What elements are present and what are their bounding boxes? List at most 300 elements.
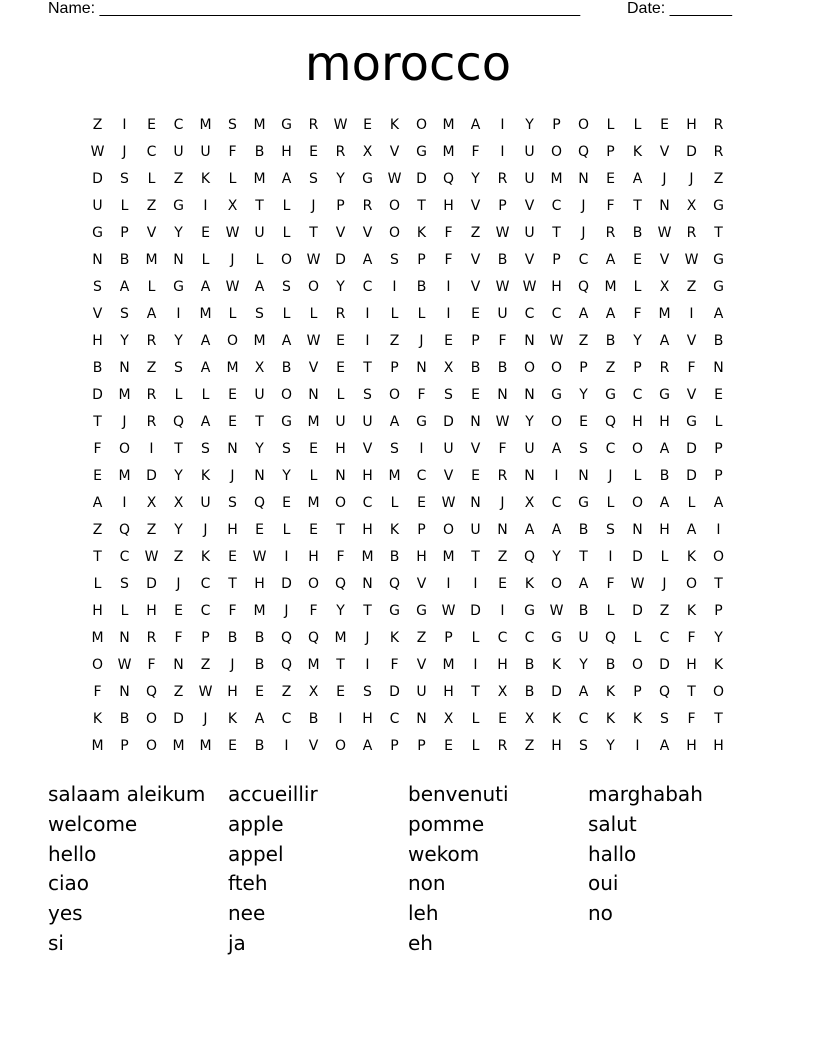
grid-cell: C (551, 198, 562, 214)
grid-cell: M (361, 549, 374, 565)
grid-cell: F (444, 252, 453, 268)
grid-cell: C (389, 711, 400, 727)
grid-cell: W (333, 117, 348, 133)
grid-cell: H (443, 198, 454, 214)
grid-cell: T (687, 684, 696, 700)
grid-cell: R (497, 468, 508, 484)
grid-cell: F (606, 198, 615, 214)
grid-cell: C (632, 387, 643, 403)
grid-cell: Z (659, 603, 670, 619)
grid-cell: L (417, 306, 426, 322)
grid-cell: S (390, 441, 399, 457)
grid-cell: W (522, 279, 537, 295)
grid-cell: L (228, 171, 237, 187)
grid-cell: H (551, 279, 562, 295)
grid-cell: A (200, 333, 211, 349)
grid-row (84, 112, 732, 139)
grid-cell: I (473, 576, 478, 592)
grid-cell: M (658, 306, 671, 322)
grid-cell: P (579, 360, 588, 376)
grid-cell: N (497, 387, 508, 403)
grid-cell: R (605, 225, 616, 241)
grid-cell: I (284, 738, 289, 754)
grid-cell: L (147, 171, 156, 187)
grid-cell: Z (605, 360, 616, 376)
grid-cell: Q (604, 630, 617, 646)
grid-cell: A (686, 522, 697, 538)
grid-cell: Q (604, 414, 617, 430)
grid-cell: L (390, 495, 399, 511)
grid-cell: Y (525, 414, 534, 430)
grid-cell: P (120, 738, 129, 754)
word-list-item: yes (48, 901, 83, 926)
grid-cell: I (554, 468, 559, 484)
grid-cell: K (524, 576, 535, 592)
grid-cell: F (93, 684, 102, 700)
word-list-item: apple (228, 811, 284, 836)
grid-cell: C (119, 549, 130, 565)
grid-cell: P (471, 333, 480, 349)
grid-cell: E (444, 738, 453, 754)
grid-cell: M (199, 738, 212, 754)
grid-cell: P (633, 360, 642, 376)
grid-cell: Z (173, 549, 184, 565)
grid-cell: K (416, 225, 427, 241)
grid-cell: B (524, 684, 535, 700)
grid-cell: L (120, 603, 129, 619)
grid-cell: I (122, 117, 127, 133)
grid-cell: N (254, 468, 265, 484)
grid-cell: L (606, 117, 615, 133)
grid-cell: B (308, 711, 319, 727)
grid-cell: J (662, 171, 667, 187)
word-list-item: wekom (408, 841, 480, 866)
grid-cell: E (336, 684, 345, 700)
grid-cell: X (146, 495, 157, 511)
grid-cell: U (200, 144, 211, 160)
grid-cell: R (308, 117, 319, 133)
grid-cell: F (336, 549, 345, 565)
grid-cell: V (362, 225, 373, 241)
grid-cell: A (578, 684, 589, 700)
grid-cell: B (578, 522, 589, 538)
grid-cell: R (497, 738, 508, 754)
grid-cell: U (578, 630, 589, 646)
grid-cell: I (716, 522, 721, 538)
grid-cell: G (578, 495, 589, 511)
grid-cell: H (335, 441, 346, 457)
grid-cell: M (442, 144, 455, 160)
grid-cell: J (203, 522, 208, 538)
grid-cell: H (227, 522, 238, 538)
grid-cell: N (713, 360, 724, 376)
grid-cell: A (146, 306, 157, 322)
grid-cell: L (309, 306, 318, 322)
grid-cell: H (92, 333, 103, 349)
grid-cell: B (254, 630, 265, 646)
grid-cell: F (174, 630, 183, 646)
grid-cell: Z (92, 522, 103, 538)
grid-cell: L (633, 117, 642, 133)
grid-cell: M (604, 279, 617, 295)
grid-cell: S (174, 360, 183, 376)
grid-cell: H (686, 117, 697, 133)
word-list-item: leh (408, 901, 439, 926)
grid-cell: F (687, 360, 696, 376)
grid-cell: E (255, 522, 264, 538)
grid-cell: A (200, 414, 211, 430)
grid-cell: F (471, 144, 480, 160)
grid-cell: G (713, 279, 724, 295)
grid-cell: D (389, 684, 400, 700)
grid-cell: Z (497, 549, 508, 565)
grid-cell: A (119, 279, 130, 295)
grid-cell: W (657, 225, 672, 241)
grid-cell: Z (416, 630, 427, 646)
grid-cell: W (495, 414, 510, 430)
grid-cell: J (230, 657, 235, 673)
grid-cell: S (228, 117, 237, 133)
grid-cell: T (471, 684, 480, 700)
grid-cell: M (118, 387, 131, 403)
grid-cell: O (307, 279, 320, 295)
grid-cell: M (307, 414, 320, 430)
grid-cell: I (689, 306, 694, 322)
grid-cell: V (335, 225, 346, 241)
grid-cell: N (632, 522, 643, 538)
grid-cell: B (524, 657, 535, 673)
grid-cell: B (119, 252, 130, 268)
grid-cell: A (632, 171, 643, 187)
grid-cell: O (226, 333, 239, 349)
grid-cell: M (442, 549, 455, 565)
grid-cell: G (686, 414, 697, 430)
grid-cell: R (686, 225, 697, 241)
grid-cell: P (714, 468, 723, 484)
grid-row (84, 436, 732, 463)
grid-cell: O (334, 495, 347, 511)
name-field-label: Name: ______________________________________________________ (48, 0, 581, 17)
grid-cell: B (470, 360, 481, 376)
grid-cell: E (633, 252, 642, 268)
grid-cell: X (443, 360, 454, 376)
grid-cell: S (120, 306, 129, 322)
grid-cell: N (119, 360, 130, 376)
grid-cell: B (659, 468, 670, 484)
grid-cell: F (687, 630, 696, 646)
grid-cell: O (550, 576, 563, 592)
grid-cell: F (147, 657, 156, 673)
grid-cell: W (144, 549, 159, 565)
grid-cell: O (550, 414, 563, 430)
grid-cell: J (500, 495, 505, 511)
grid-cell: U (92, 198, 103, 214)
grid-cell: G (713, 252, 724, 268)
grid-cell: Y (174, 333, 183, 349)
grid-cell: U (254, 225, 265, 241)
grid-cell: F (228, 144, 237, 160)
grid-cell: S (228, 495, 237, 511)
grid-cell: Y (471, 171, 480, 187)
grid-cell: O (523, 360, 536, 376)
grid-cell: Q (334, 576, 347, 592)
grid-cell: M (253, 333, 266, 349)
grid-cell: T (552, 225, 561, 241)
grid-cell: C (416, 468, 427, 484)
grid-cell: U (335, 414, 346, 430)
grid-cell: E (471, 306, 480, 322)
grid-cell: X (524, 711, 535, 727)
grid-cell: Q (145, 684, 158, 700)
grid-cell: T (255, 414, 264, 430)
grid-cell: M (442, 117, 455, 133)
grid-cell: I (365, 657, 370, 673)
grid-cell: D (659, 657, 670, 673)
grid-cell: K (200, 549, 211, 565)
grid-cell: I (149, 441, 154, 457)
grid-cell: H (416, 549, 427, 565)
grid-row (84, 625, 732, 652)
grid-cell: U (524, 171, 535, 187)
grid-cell: A (254, 279, 265, 295)
grid-cell: D (92, 171, 103, 187)
grid-cell: Z (173, 171, 184, 187)
grid-cell: J (581, 198, 586, 214)
grid-row (84, 544, 732, 571)
grid-cell: O (631, 495, 644, 511)
grid-row (84, 733, 732, 760)
grid-cell: S (606, 522, 615, 538)
grid-cell: K (389, 522, 400, 538)
grid-cell: V (308, 738, 319, 754)
grid-cell: W (225, 279, 240, 295)
grid-cell: D (92, 387, 103, 403)
grid-row (84, 679, 732, 706)
grid-cell: Z (470, 225, 481, 241)
grid-cell: U (497, 306, 508, 322)
grid-cell: G (416, 414, 427, 430)
grid-cell: B (632, 225, 643, 241)
grid-cell: A (659, 333, 670, 349)
grid-cell: A (605, 306, 616, 322)
grid-cell: E (309, 144, 318, 160)
grid-cell: C (551, 306, 562, 322)
grid-cell: C (578, 711, 589, 727)
grid-cell: Q (253, 495, 266, 511)
grid-cell: M (118, 468, 131, 484)
grid-cell: M (226, 360, 239, 376)
grid-cell: Y (120, 333, 129, 349)
grid-cell: M (199, 117, 212, 133)
grid-cell: X (659, 279, 670, 295)
grid-cell: A (551, 522, 562, 538)
grid-cell: G (416, 144, 427, 160)
grid-cell: U (200, 495, 211, 511)
grid-cell: S (363, 684, 372, 700)
grid-cell: N (173, 657, 184, 673)
grid-cell: N (524, 387, 535, 403)
grid-cell: P (120, 225, 129, 241)
grid-cell: V (443, 468, 454, 484)
grid-cell: C (524, 630, 535, 646)
grid-cell: J (365, 630, 370, 646)
grid-cell: P (390, 360, 399, 376)
grid-cell: I (500, 603, 505, 619)
grid-cell: L (201, 252, 210, 268)
grid-cell: D (470, 603, 481, 619)
grid-row (84, 247, 732, 274)
grid-cell: I (500, 117, 505, 133)
grid-cell: N (308, 387, 319, 403)
grid-cell: E (228, 387, 237, 403)
grid-cell: A (362, 252, 373, 268)
grid-cell: S (282, 279, 291, 295)
grid-cell: L (282, 522, 291, 538)
grid-cell: B (389, 549, 400, 565)
word-list-item: si (48, 930, 64, 955)
grid-cell: A (659, 738, 670, 754)
grid-cell: A (362, 738, 373, 754)
grid-cell: Q (523, 549, 536, 565)
grid-cell: O (631, 657, 644, 673)
grid-cell: Z (146, 360, 157, 376)
grid-cell: D (686, 468, 697, 484)
grid-cell: K (389, 630, 400, 646)
grid-cell: M (334, 630, 347, 646)
grid-cell: I (176, 306, 181, 322)
word-list-item: salaam aleikum (48, 782, 206, 806)
grid-cell: H (227, 684, 238, 700)
grid-cell: B (92, 360, 103, 376)
grid-cell: Z (389, 333, 400, 349)
grid-cell: O (442, 522, 455, 538)
grid-cell: G (713, 198, 724, 214)
grid-cell: U (254, 387, 265, 403)
grid-cell: Y (552, 549, 561, 565)
grid-cell: K (389, 117, 400, 133)
grid-cell: J (689, 171, 694, 187)
grid-cell: G (281, 414, 292, 430)
grid-cell: P (633, 684, 642, 700)
grid-cell: D (551, 684, 562, 700)
grid-cell: G (659, 387, 670, 403)
grid-cell: Z (578, 333, 589, 349)
grid-cell: Q (577, 279, 590, 295)
grid-cell: I (446, 306, 451, 322)
grid-cell: Q (577, 144, 590, 160)
grid-cell: Y (174, 468, 183, 484)
grid-cell: E (309, 441, 318, 457)
grid-cell: O (685, 576, 698, 592)
grid-cell: A (578, 576, 589, 592)
grid-cell: P (417, 522, 426, 538)
grid-cell: B (254, 738, 265, 754)
grid-cell: J (419, 333, 424, 349)
grid-cell: I (500, 144, 505, 160)
grid-cell: K (200, 468, 211, 484)
grid-cell: Y (336, 171, 345, 187)
grid-cell: Y (606, 738, 615, 754)
grid-cell: K (686, 603, 697, 619)
grid-cell: K (605, 684, 616, 700)
grid-cell: U (173, 144, 184, 160)
grid-cell: Z (281, 684, 292, 700)
grid-cell: Q (280, 630, 293, 646)
grid-cell: V (389, 144, 400, 160)
grid-cell: O (388, 387, 401, 403)
word-list-item: welcome (48, 811, 138, 836)
grid-cell: J (662, 576, 667, 592)
grid-cell: T (579, 549, 588, 565)
grid-cell: W (306, 333, 321, 349)
grid-cell: S (444, 387, 453, 403)
grid-row (84, 652, 732, 679)
grid-cell: W (441, 603, 456, 619)
grid-cell: E (147, 117, 156, 133)
grid-cell: A (254, 711, 265, 727)
word-list-item: accueillir (228, 782, 318, 806)
grid-cell: E (471, 468, 480, 484)
grid-cell: B (497, 252, 508, 268)
grid-cell: K (551, 711, 562, 727)
grid-cell: V (659, 252, 670, 268)
word-list-item: salut (588, 811, 637, 836)
grid-cell: W (252, 549, 267, 565)
grid-cell: K (227, 711, 238, 727)
grid-cell: P (606, 144, 615, 160)
grid-cell: L (390, 306, 399, 322)
grid-cell: Z (146, 198, 157, 214)
grid-cell: O (145, 711, 158, 727)
grid-cell: M (253, 603, 266, 619)
grid-cell: I (122, 495, 127, 511)
grid-cell: P (714, 441, 723, 457)
word-list-item: pomme (408, 811, 485, 836)
grid-cell: H (632, 414, 643, 430)
grid-cell: A (470, 117, 481, 133)
grid-cell: S (120, 576, 129, 592)
grid-cell: W (495, 279, 510, 295)
grid-cell: L (471, 630, 480, 646)
grid-cell: K (551, 657, 562, 673)
grid-cell: D (146, 468, 157, 484)
grid-cell: A (281, 333, 292, 349)
grid-cell: J (122, 144, 127, 160)
word-list-item: no (588, 901, 613, 926)
grid-cell: J (176, 576, 181, 592)
grid-cell: V (362, 441, 373, 457)
grid-cell: B (281, 360, 292, 376)
grid-cell: T (174, 441, 183, 457)
grid-cell: I (365, 333, 370, 349)
grid-cell: Z (92, 117, 103, 133)
grid-cell: M (199, 306, 212, 322)
grid-cell: L (282, 198, 291, 214)
grid-cell: S (363, 387, 372, 403)
grid-cell: O (388, 225, 401, 241)
grid-cell: V (524, 252, 535, 268)
grid-cell: I (284, 549, 289, 565)
grid-cell: J (608, 468, 613, 484)
grid-cell: U (362, 414, 373, 430)
grid-cell: F (498, 441, 507, 457)
date-field-label: Date: _______ (627, 0, 732, 17)
grid-cell: E (498, 576, 507, 592)
grid-cell: S (120, 171, 129, 187)
grid-cell: Y (282, 468, 291, 484)
grid-cell: R (713, 117, 724, 133)
grid-cell: D (686, 441, 697, 457)
